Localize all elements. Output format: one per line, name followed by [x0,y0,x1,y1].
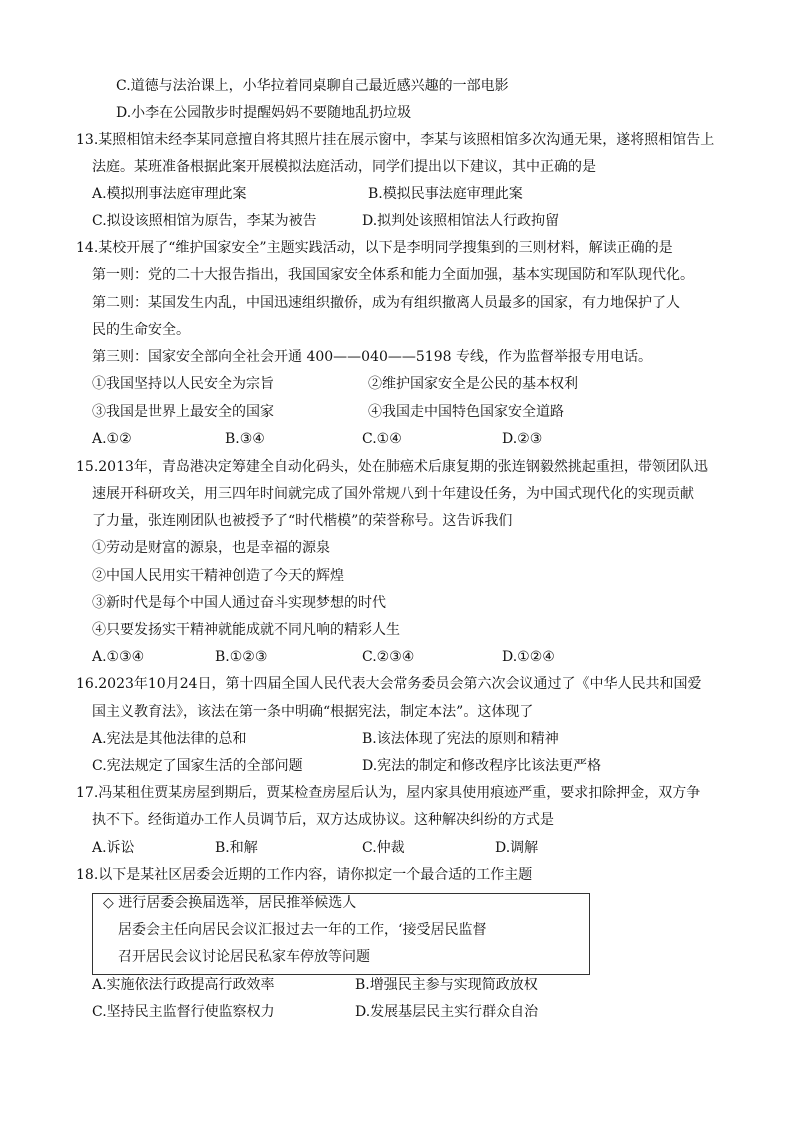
q16-stem-line2: 国主义教育法》，该法在第一条中明确“根据宪法，制定本法”。这体现了 [92,704,534,720]
q14-option-c: C.①④ [362,431,402,447]
q15-stem-line3: 了力量，张连刚团队也被授予了“时代楷模”的荣誉称号。这告诉我们 [92,513,513,529]
q18-option-a: A.实施依法行政提高行政效率 [92,977,275,993]
q16-option-b: B.该法体现了宪法的原则和精神 [362,731,559,747]
q15-statement-3: ③新时代是每个中国人通过奋斗实现梦想的时代 [92,595,386,611]
q18-stem: 18.以下是某社区居委会近期的工作内容，请你拟定一个最合适的工作主题 [76,867,533,883]
q14-stem: 14.某校开展了“维护国家安全”主题实践活动，以下是李明同学搜集到的三则材料，解读正确的是 [76,240,673,256]
q18-box-line2: 居委会主任向居民会议汇报过去一年的工作，‘接受居民监督 [118,922,487,938]
q14-material-2-line2: 民的生命安全。 [92,322,190,338]
q13-stem-line2: 法庭。某班准备根据此案开展模拟法庭活动，同学们提出以下建议，其中正确的是 [92,159,596,175]
q14-statement-4: ④我国走中国特色国家安全道路 [368,404,564,420]
q13-option-c: C.拟设该照相馆为原告，李某为被告 [92,213,317,229]
q14-material-2-line1: 第二则：某国发生内乱，中国迅速组织撤侨，成为有组织撤离人员最多的国家，有力地保护了人 [92,295,680,311]
q14-statement-1: ①我国坚持以人民安全为宗旨 [92,376,274,392]
q15-statement-2: ②中国人民用实干精神创造了今天的辉煌 [92,568,344,584]
q14-material-1: 第一则：党的二十大报告指出，我国国家安全体系和能力全面加强，基本实现国防和军队现代化。 [92,267,694,283]
q14-option-a: A.①② [92,431,132,447]
q17-stem-line2: 执不下。经街道办工作人员调节后，双方达成协议。这种解决纠纷的方式是 [92,812,554,828]
q17-option-a: A.诉讼 [92,840,135,856]
q16-stem-line1: 16.2023年10月24日，第十四届全国人民代表大会常务委员会第六次会议通过了《中华人民共和国爱 [76,676,702,692]
q14-option-b: B.③④ [225,431,265,447]
q15-statement-1: ①劳动是财富的源泉，也是幸福的源泉 [92,540,330,556]
q14-statement-2: ②维护国家安全是公民的基本权利 [368,376,578,392]
q18-box-line3: 召开居民会议讨论居民私家车停放等问题 [118,949,370,965]
q16-option-a: A.宪法是其他法律的总和 [92,731,247,747]
q12-option-c: C.道德与法治课上，小华拉着同桌聊自己最近感兴趣的一部电影 [116,78,509,94]
q14-statement-3: ③我国是世界上最安全的国家 [92,404,274,420]
q13-stem-line1: 13.某照相馆未经李某同意擅自将其照片挂在展示窗中，李某与该照相馆多次沟通无果，遂将照相馆告上 [76,132,715,148]
q17-option-b: B.和解 [215,840,258,856]
q14-material-3: 第三则：国家安全部向全社会开通 400——040——5198 专线，作为监督举报专用电话。 [92,349,652,365]
q16-option-d: D.宪法的制定和修改程序比该法更严格 [362,758,602,774]
q12-option-d: D.小李在公园散步时提醒妈妈不要随地乱扔垃圾 [116,105,412,121]
q15-option-b: B.①②③ [215,649,268,665]
q15-stem-line2: 速展开科研攻关，用三四年时间就完成了国外常规八到十年建设任务，为中国式现代化的实现贡献 [92,486,694,502]
q13-option-b: B.模拟民事法庭审理此案 [368,186,523,202]
q18-option-c: C.坚持民主监督行使监察权力 [92,1004,275,1020]
q13-option-a: A.模拟刑事法庭审理此案 [92,186,247,202]
q15-option-a: A.①③④ [92,649,145,665]
q15-option-d: D.①②④ [502,649,555,665]
q17-option-d: D.调解 [495,840,539,856]
q15-stem-line1: 15.2013年，青岛港决定筹建全自动化码头，处在肺癌术后康复期的张连钢毅然挑起重担，带领团队迅 [76,459,708,475]
q17-option-c: C.仲裁 [362,840,405,856]
q13-option-d: D.拟判处该照相馆法人行政拘留 [362,213,560,229]
q17-stem-line1: 17.冯某租住贾某房屋到期后，贾某检查房屋后认为，屋内家具使用痕迹严重，要求扣除押金，双方争 [76,785,701,801]
q18-option-d: D.发展基层民主实行群众自治 [355,1004,539,1020]
q18-option-b: B.增强民主参与实现简政放权 [355,977,538,993]
q14-option-d: D.②③ [502,431,543,447]
q16-option-c: C.宪法规定了国家生活的全部问题 [92,758,303,774]
q15-statement-4: ④只要发扬实干精神就能成就不同凡响的精彩人生 [92,622,400,638]
q15-option-c: C.②③④ [362,649,415,665]
q18-box-line1: ◇ 进行居委会换届选举，居民推举候选人 [103,895,357,911]
